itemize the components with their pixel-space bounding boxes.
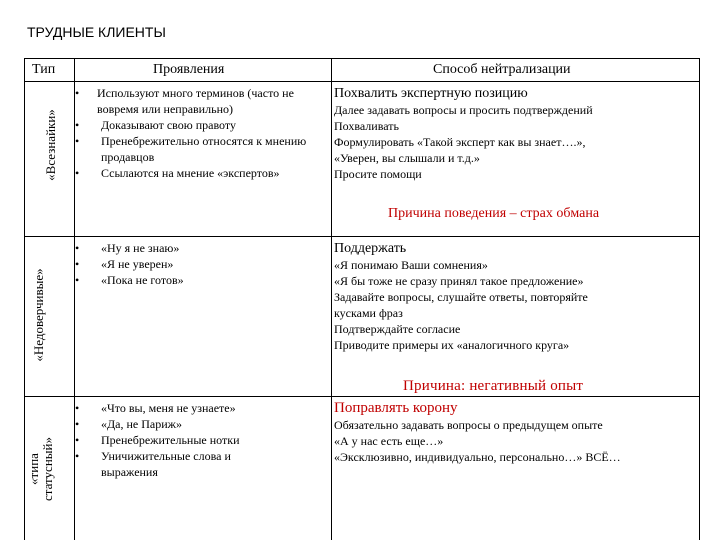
method-line: Задавайте вопросы, слушайте ответы, повторяйте	[334, 290, 588, 304]
page-title: ТРУДНЫЕ КЛИЕНТЫ	[27, 24, 166, 40]
method-lead: Поправлять корону	[334, 400, 458, 416]
cause-note: Причина поведения – страх обмана	[388, 206, 600, 221]
header-manifestations: Проявления	[153, 62, 225, 77]
method-line: «Я понимаю Ваши сомнения»	[334, 258, 488, 272]
method-line: кусками фраз	[334, 306, 403, 320]
list-item: • Ссылаются на мнение «экспертов»	[75, 165, 329, 181]
list-item: • «Я не уверен»	[75, 256, 329, 272]
row-divider	[25, 236, 699, 237]
row-type-label: «Всезнайки»	[43, 109, 58, 181]
header-neutralization: Способ нейтрализации	[433, 62, 571, 77]
list-item: • «Ну я не знаю»	[75, 240, 329, 256]
list-item: • Пренебрежительные нотки	[75, 432, 275, 448]
row-type-label: «типа статусный»	[26, 437, 55, 501]
method-line: «А у нас есть еще…»	[334, 434, 444, 448]
manifestations-list	[75, 240, 329, 288]
cause-note: Причина: негативный опыт	[403, 378, 584, 394]
method-line: Далее задавать вопросы и просить подтверждений	[334, 103, 593, 117]
list-item: • «Да, не Париж»	[75, 416, 275, 432]
list-item: • «Пока не готов»	[75, 272, 329, 288]
difficult-clients-table	[24, 58, 700, 540]
method-line: Просите помощи	[334, 167, 422, 181]
method-line: Формулировать «Такой эксперт как вы знает….»,	[334, 135, 586, 149]
method-line: Приводите примеры их «аналогичного круга»	[334, 338, 570, 352]
neutralization-cell	[334, 400, 621, 465]
method-line: «Эксклюзивно, индивидуально, персонально…» ВСЁ…	[334, 450, 621, 464]
list-item: • Используют много терминов (часто не вовремя или неправильно)	[75, 85, 329, 117]
manifestations-list	[75, 400, 275, 480]
neutralization-cell	[334, 240, 588, 353]
manifestations-list	[75, 85, 329, 181]
method-line: Обязательно задавать вопросы о предыдущем опыте	[334, 418, 603, 432]
method-line: «Я бы тоже не сразу принял такое предложение»	[334, 274, 584, 288]
list-item: • Пренебрежительно относятся к мнению продавцов	[75, 133, 329, 165]
method-line: Подтверждайте согласие	[334, 322, 461, 336]
list-item: • Уничижительные слова и выражения	[75, 448, 275, 480]
neutralization-cell	[334, 85, 593, 182]
header-divider	[25, 81, 699, 82]
row-divider	[25, 396, 699, 397]
method-line: Похваливать	[334, 119, 399, 133]
method-line: «Уверен, вы слышали и т.д.»	[334, 151, 480, 165]
method-lead: Похвалить экспертную позицию	[334, 86, 528, 101]
row-type-label: «Недоверчивые»	[31, 268, 46, 362]
list-item: • Доказывают свою правоту	[75, 117, 329, 133]
method-lead: Поддержать	[334, 241, 407, 256]
header-type: Тип	[32, 62, 56, 77]
column-divider	[331, 59, 332, 540]
list-item: • «Что вы, меня не узнаете»	[75, 400, 275, 416]
